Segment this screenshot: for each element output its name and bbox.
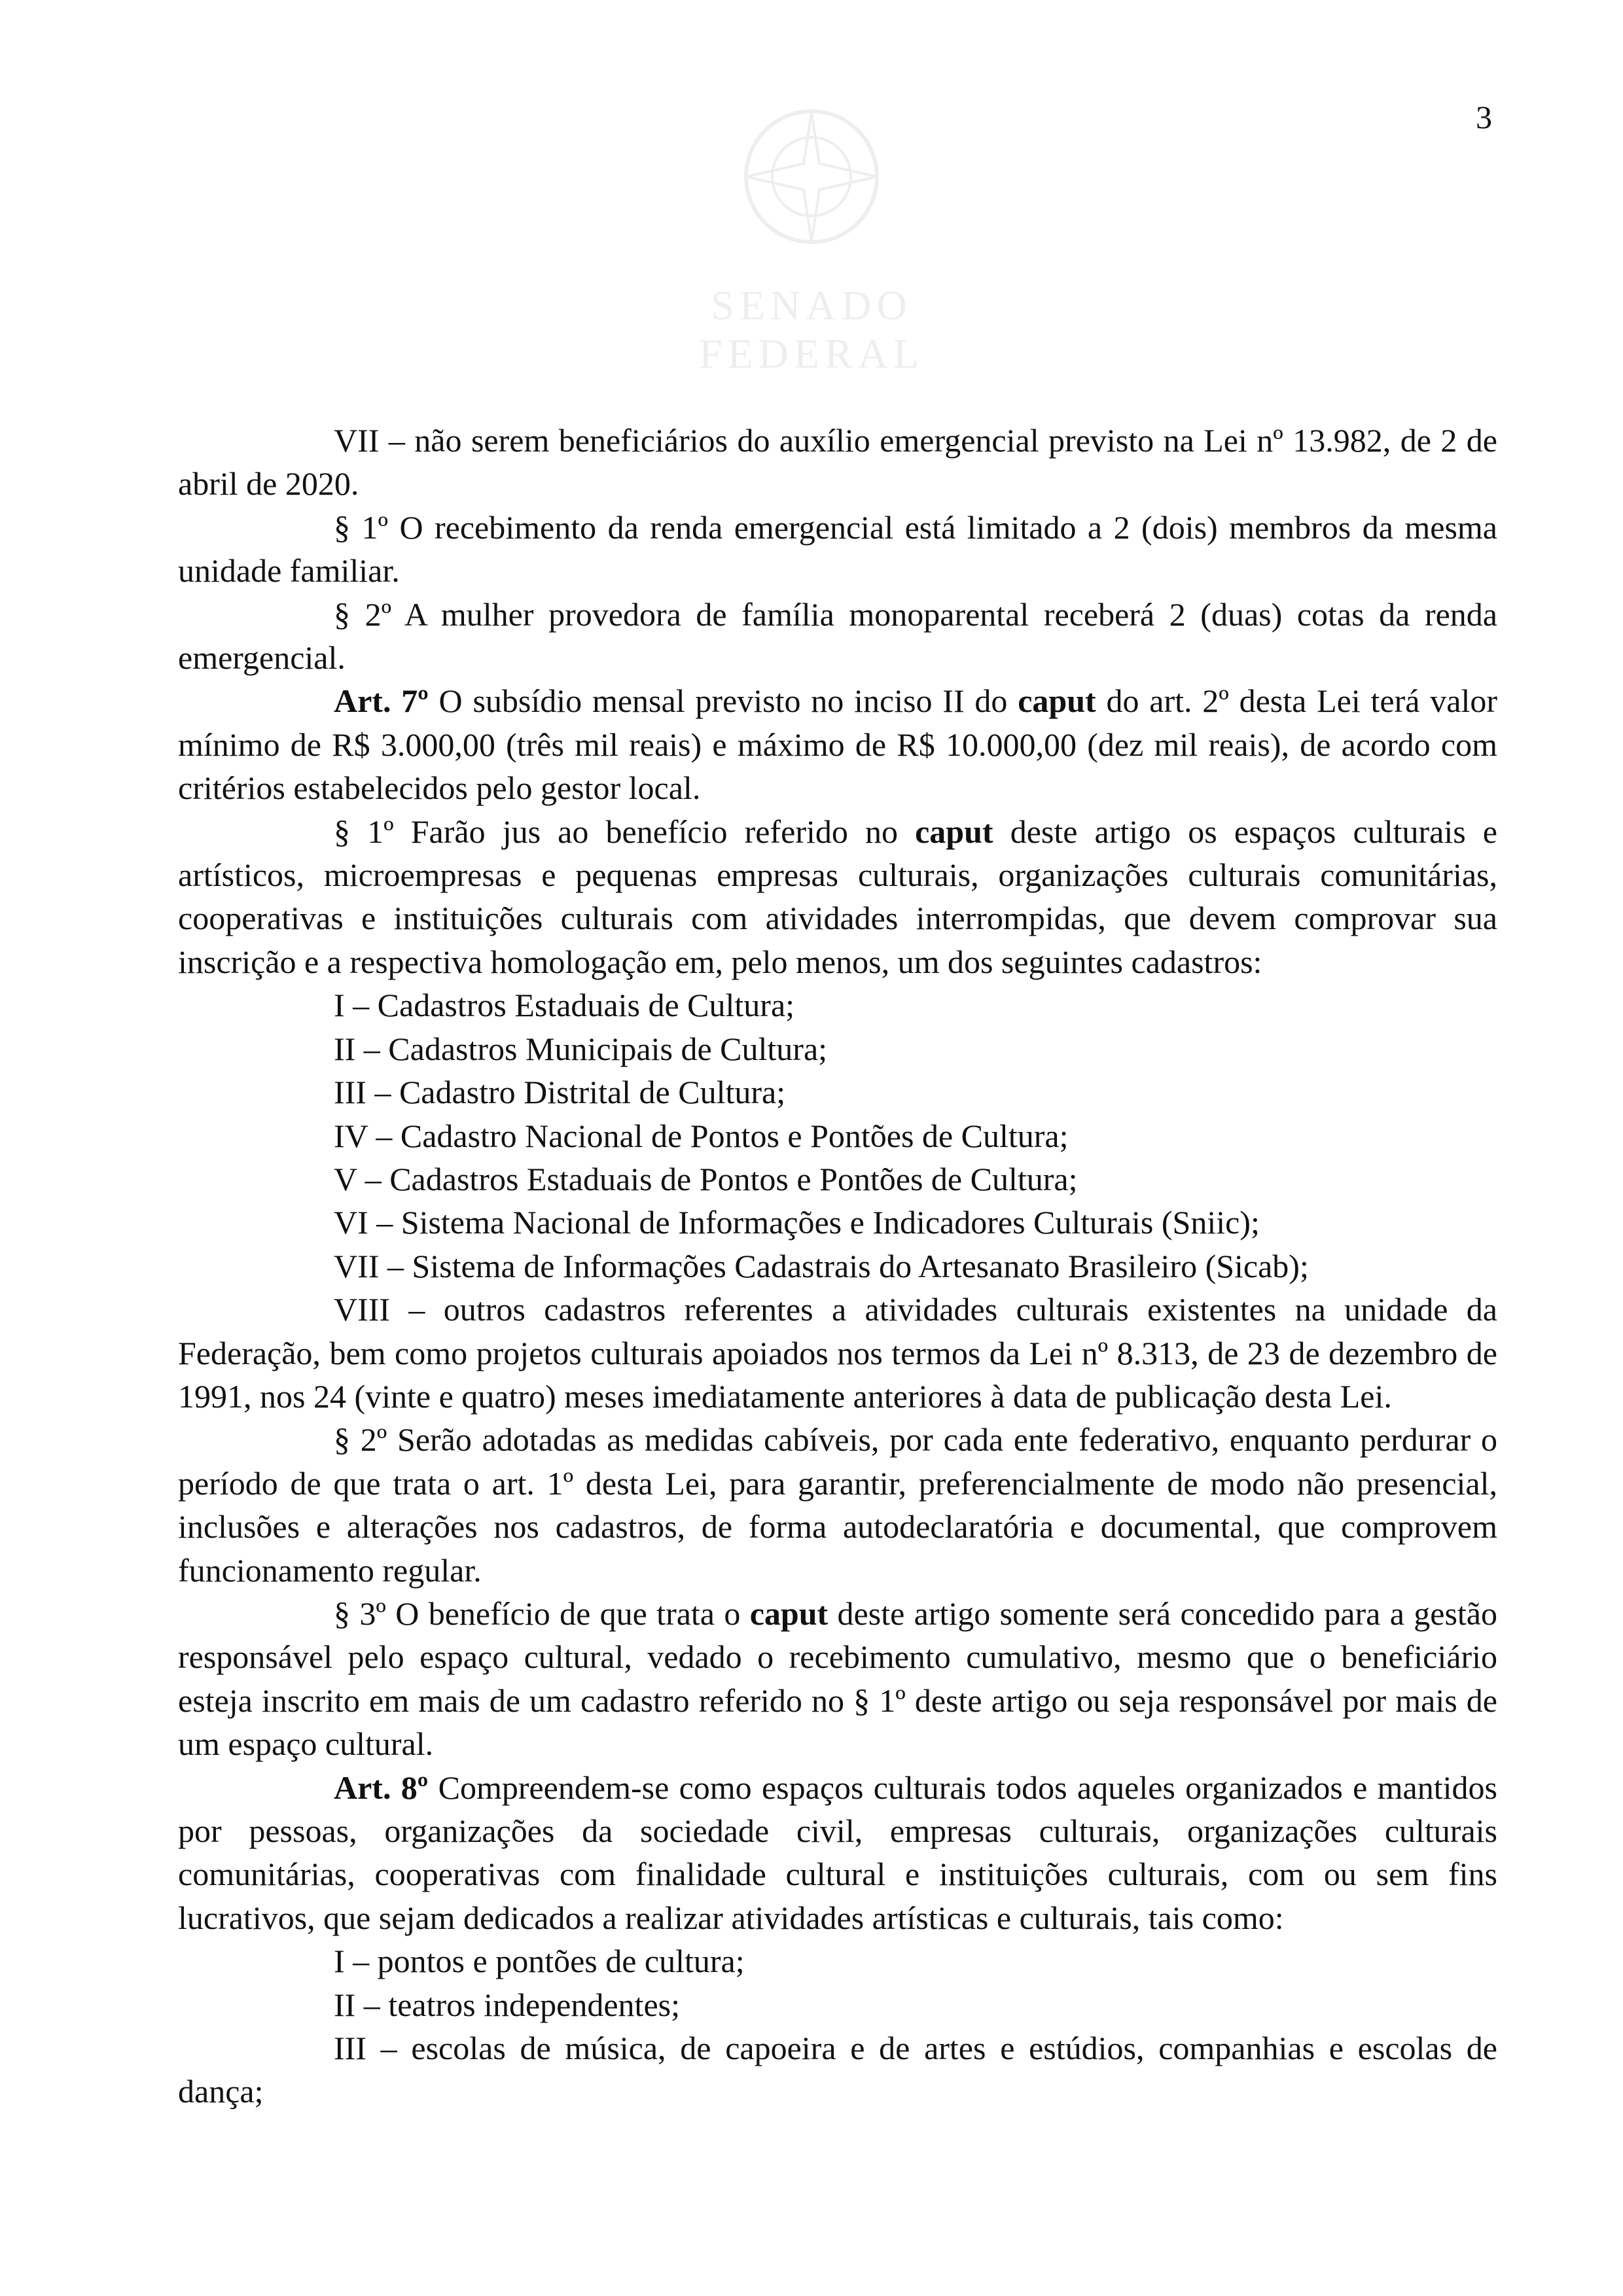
article-7-paragraph-2: § 2º Serão adotadas as medidas cabíveis, por cada ente federativo, enquanto perdurar o período de que trata o art. 1º desta Lei, para garantir, preferencialmente de modo não presencial, inclusões e alterações nos cadastros, de forma autodeclaratória e documental, que comprovem funcionamento regular. — [178, 1421, 1497, 1589]
art7-p3-caput: caput — [749, 1595, 829, 1632]
list-item: I – Cadastros Estaduais de Cultura; — [334, 987, 795, 1024]
article-7-paragraph-3 — [178, 1592, 1497, 1766]
list-item-viii: VIII – outros cadastros referentes a atividades culturais existentes na unidade da Federação, bem como projetos culturais apoiados nos termos da Lei nº 8.313, de 23 de dezembro de 1991, nos 24 (vinte e quatro) meses imediatamente anteriores à data de publicação desta Lei. — [178, 1291, 1497, 1415]
list-item: V – Cadastros Estaduais de Pontos e Pontões de Cultura; — [334, 1160, 1078, 1197]
inciso-vii: VII – não serem beneficiários do auxílio emergencial previsto na Lei nº 13.982, de 2 de abril de 2020. — [178, 422, 1497, 503]
list-item: II – Cadastros Municipais de Cultura; — [334, 1030, 828, 1067]
document-body — [178, 419, 1497, 2113]
article-7-text-b: do art. 2º desta Lei terá valor mínimo de R$ 3.000,00 (três mil reais) e máximo de R$ 10.000,00 (dez mil reais), de acordo com critérios estabelecidos pelo gestor local. — [178, 682, 1497, 807]
art7-p1-caput: caput — [915, 813, 993, 850]
article-7-paragraph-1 — [178, 810, 1497, 984]
paragraph-1: § 1º O recebimento da renda emergencial está limitado a 2 (dois) membros da mesma unidade familiar. — [178, 508, 1497, 590]
art7-p3-text-a: § 3º O benefício de que trata o — [334, 1595, 750, 1632]
senate-seal-watermark — [654, 98, 969, 377]
list-item: VI – Sistema Nacional de Informações e Indicadores Culturais (Sniic); — [334, 1204, 1260, 1241]
watermark-text: SENADO FEDERAL — [699, 282, 924, 377]
list-item: I – pontos e pontões de cultura; — [334, 1943, 745, 1980]
article-7-label: Art. 7º — [334, 682, 429, 720]
list-item: VII – Sistema de Informações Cadastrais do Artesanato Brasileiro (Sicab); — [334, 1247, 1309, 1284]
list-item-iii: III – escolas de música, de capoeira e de artes e estúdios, companhias e escolas de dança; — [178, 2030, 1497, 2110]
art7-p1-text-b: deste artigo os espaços culturais e artísticos, microempresas e pequenas empresas culturais, organizações culturais comunitárias, cooperativas e instituições culturais com atividades interrompidas, que devem comprovar sua inscrição e a respectiva homologação em, pelo menos, um dos seguintes cadastros: — [178, 813, 1497, 980]
art7-p1-text-a: § 1º Farão jus ao benefício referido no — [334, 813, 916, 850]
article-7-caput: caput — [1018, 682, 1096, 720]
article-8-label: Art. 8º — [334, 1769, 429, 1806]
coat-of-arms-icon — [733, 98, 890, 255]
paragraph-2: § 2º A mulher provedora de família monoparental receberá 2 (duas) cotas da renda emergencial. — [178, 595, 1497, 677]
list-item: III – Cadastro Distrital de Cultura; — [334, 1074, 786, 1111]
article-7 — [178, 679, 1497, 809]
article-8 — [178, 1766, 1497, 1940]
list-item: IV – Cadastro Nacional de Pontos e Pontões de Cultura; — [334, 1117, 1069, 1154]
article-8-text: Compreendem-se como espaços culturais todos aqueles organizados e mantidos por pessoas, organizações da sociedade civil, empresas culturais, organizações culturais comunitárias, cooperativas com finalidade cultural e instituições culturais, com ou sem fins lucrativos, que sejam dedicados a realizar atividades artísticas e culturais, tais como: — [178, 1769, 1497, 1936]
page-number: 3 — [1476, 99, 1492, 135]
article-7-text-a: O subsídio mensal previsto no inciso II do — [428, 682, 1018, 720]
art7-p3-text-b: deste artigo somente será concedido para a gestão responsável pelo espaço cultural, vedado o recebimento cumulativo, mesmo que o beneficiário esteja inscrito em mais de um cadastro referido no § 1º deste artigo ou seja responsável por mais de um espaço cultural. — [178, 1595, 1497, 1763]
list-item: II – teatros independentes; — [334, 1986, 680, 2023]
